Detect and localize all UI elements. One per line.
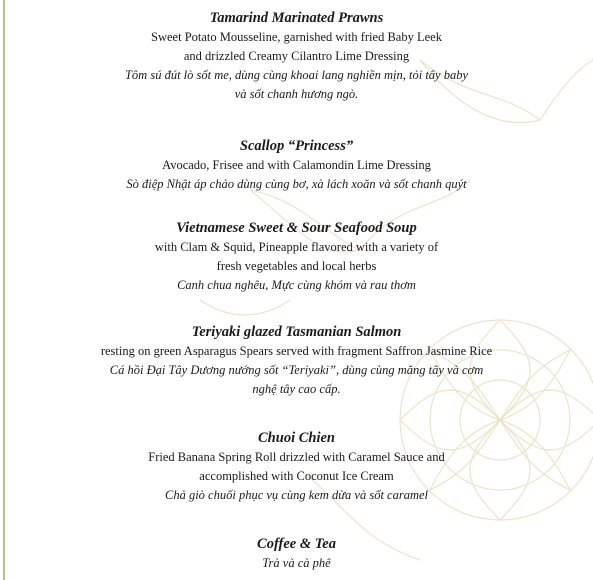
course-seafood-soup bbox=[0, 218, 593, 295]
dish-vietnamese-line: Trà và cà phê bbox=[262, 556, 331, 570]
dish-name: Teriyaki glazed Tasmanian Salmon bbox=[191, 324, 402, 340]
dish-description-line: resting on green Asparagus Spears served with fragment Saffron Jasmine Rice bbox=[100, 344, 493, 358]
dish-description-line: accomplished with Coconut Ice Cream bbox=[199, 469, 394, 483]
course-coffee-tea bbox=[0, 534, 593, 573]
course-scallop-princess bbox=[0, 136, 593, 194]
dish-vietnamese-line: Chả giò chuối phục vụ cùng kem dừa và sốt caramel bbox=[164, 488, 428, 502]
dish-vietnamese-line: nghệ tây cao cấp. bbox=[252, 382, 341, 396]
course-tamarind-prawns bbox=[0, 8, 593, 104]
dish-name: Scallop “Princess” bbox=[239, 138, 354, 154]
dish-description-line: with Clam & Squid, Pineapple flavored with a variety of bbox=[154, 240, 439, 254]
course-teriyaki-salmon bbox=[0, 322, 593, 399]
dish-name: Tamarind Marinated Prawns bbox=[209, 10, 384, 26]
dish-name: Coffee & Tea bbox=[257, 536, 336, 552]
dish-name: Chuoi Chien bbox=[258, 430, 335, 446]
dish-description-line: and drizzled Creamy Cilantro Lime Dressing bbox=[183, 49, 410, 63]
dish-name: Vietnamese Sweet & Sour Seafood Soup bbox=[176, 220, 417, 236]
dish-description-line: Fried Banana Spring Roll drizzled with Caramel Sauce and bbox=[148, 450, 445, 464]
dish-description-line: Avocado, Frisee and with Calamondin Lime Dressing bbox=[162, 158, 431, 172]
dish-vietnamese-line: Cá hồi Đại Tây Dương nướng sốt “Teriyaki”, dùng cùng măng tây và cơm bbox=[109, 363, 484, 377]
dish-description-line: fresh vegetables and local herbs bbox=[216, 259, 377, 273]
dish-vietnamese-line: Canh chua nghêu, Mực cùng khóm và rau thơm bbox=[177, 278, 416, 292]
set-menu bbox=[0, 8, 593, 573]
dish-vietnamese-line: Sò điệp Nhật áp chảo dùng cùng bơ, xà lách xoăn và sốt chanh quýt bbox=[126, 177, 467, 191]
dish-vietnamese-line: và sốt chanh hương ngò. bbox=[234, 87, 359, 101]
dish-vietnamese-line: Tôm sú đút lò sốt me, dùng cùng khoai lang nghiền mịn, tỏi tây baby bbox=[124, 68, 469, 82]
dish-description-line: Sweet Potato Mousseline, garnished with fried Baby Leek bbox=[151, 30, 442, 44]
course-chuoi-chien bbox=[0, 428, 593, 505]
